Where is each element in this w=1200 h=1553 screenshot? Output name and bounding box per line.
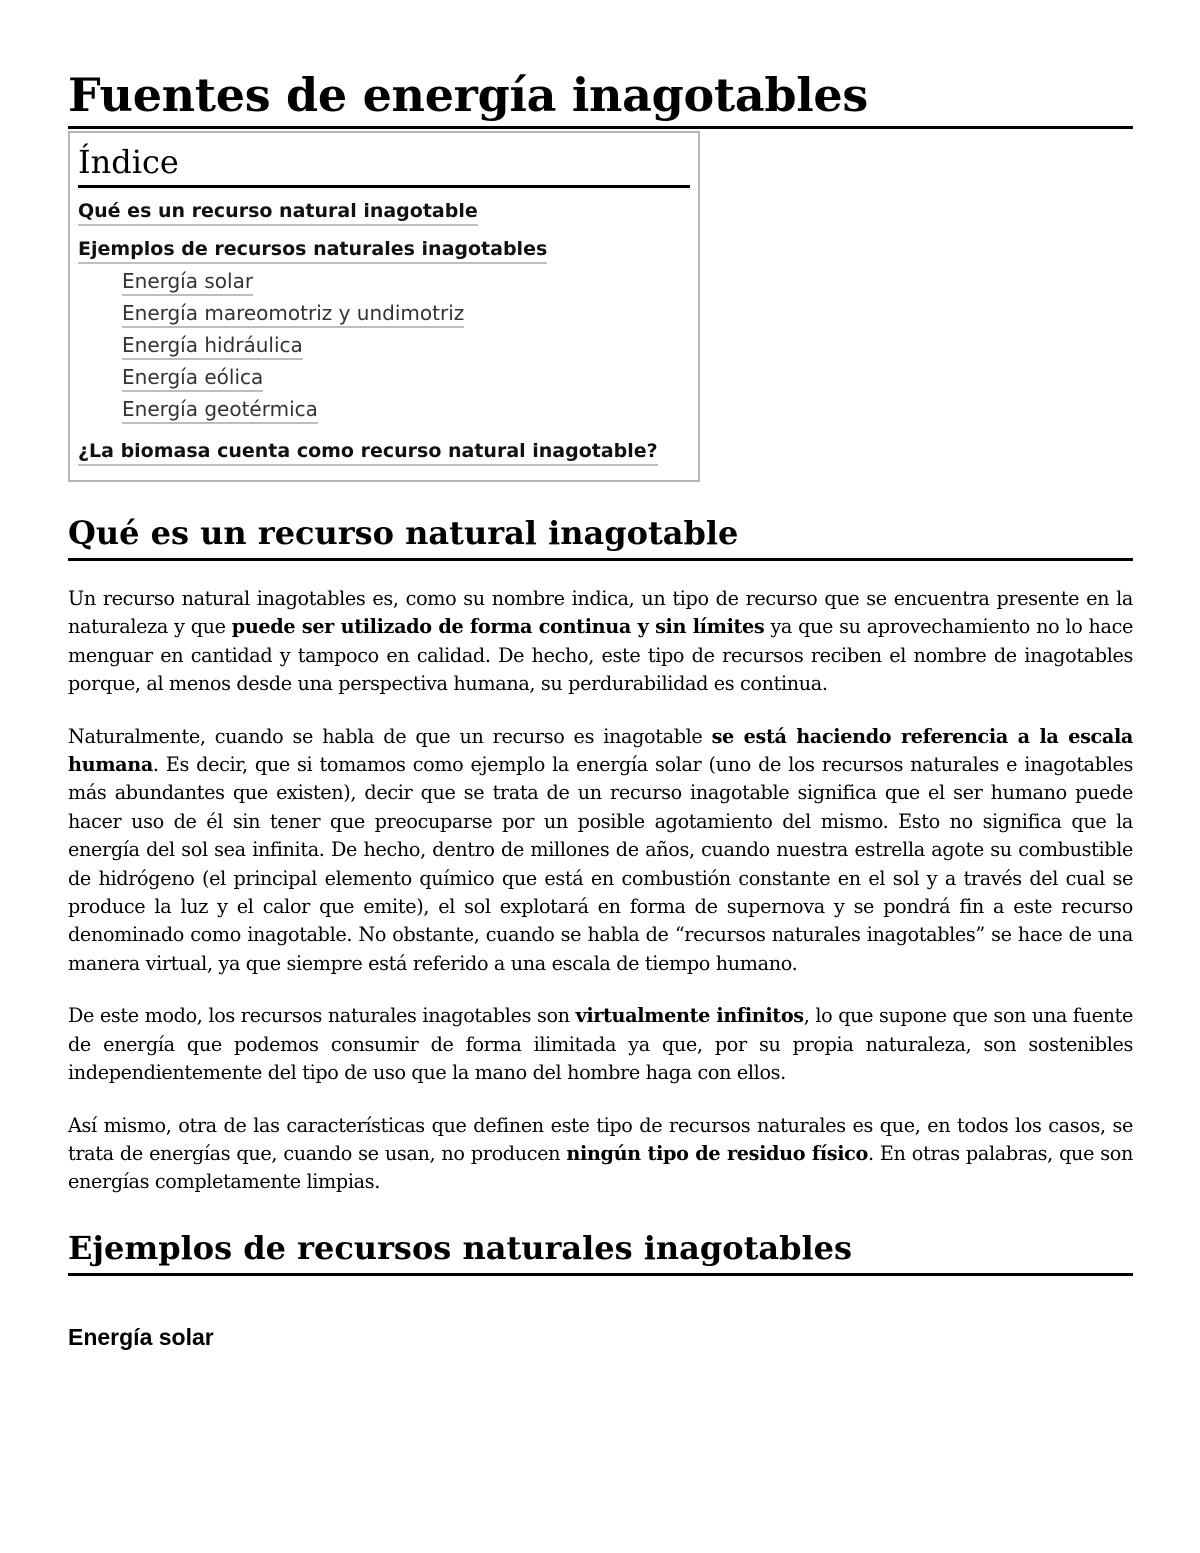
paragraph <box>68 1112 1133 1197</box>
toc-link-energia-geotermica[interactable]: Energía geotérmica <box>122 396 318 424</box>
page-title: Fuentes de energía inagotables <box>68 66 1133 129</box>
toc-list <box>78 198 690 466</box>
paragraph-text: . En otras palabras, que son energías completamente limpias. <box>68 1141 1133 1194</box>
paragraph-bold-text: ningún tipo de residuo físico <box>566 1141 868 1165</box>
toc-link-energia-hidraulica[interactable]: Energía hidráulica <box>122 332 303 360</box>
document-page <box>68 66 1133 1352</box>
toc-link-energia-mareomotriz[interactable]: Energía mareomotriz y undimotriz <box>122 300 464 328</box>
paragraph <box>68 723 1133 979</box>
toc-subitem <box>78 332 690 360</box>
paragraph-text: , lo que supone que son una fuente de energía que podemos consumir de forma ilimitada ya que, por su propia naturaleza, son sostenibles independientemente del tipo de uso que la mano del hombre haga con ellos. <box>68 1004 1133 1085</box>
toc-link-que-es[interactable]: Qué es un recurso natural inagotable <box>78 198 478 226</box>
paragraph-bold-text: puede ser utilizado de forma continua y sin límites <box>231 615 765 639</box>
section-heading-ejemplos: Ejemplos de recursos naturales inagotables <box>68 1227 1133 1276</box>
toc-link-energia-eolica[interactable]: Energía eólica <box>122 364 263 392</box>
toc-link-biomasa[interactable]: ¿La biomasa cuenta como recurso natural inagotable? <box>78 438 658 466</box>
paragraph-text: Así mismo, otra de las características que definen este tipo de recursos naturales es que, en todos los casos, se trata de energías que, cuando se usan, no producen <box>68 1113 1133 1165</box>
subsection-heading-energia-solar: Energía solar <box>68 1323 214 1350</box>
paragraph-text: Un recurso natural inagotables es, como su nombre indica, un tipo de recurso que se encuentra presente en la naturaleza y que <box>68 587 1133 639</box>
toc-subitem <box>78 268 690 296</box>
paragraph <box>68 585 1133 699</box>
paragraph-text: De este modo, los recursos naturales inagotables son <box>68 1004 576 1028</box>
paragraph-bold-text: virtualmente infinitos <box>575 1004 804 1028</box>
toc-subitem <box>78 300 690 328</box>
toc-subitem <box>78 396 690 424</box>
paragraph-text: . Es decir, que si tomamos como ejemplo la energía solar (uno de los recursos naturales e inagotables más abundantes que existen), decir que se trata de un recurso inagotable significa que el ser humano puede hacer uso de él sin tener que preocuparse por un posible agotamiento del mismo. Esto no significa que la energía del sol sea infinita. De hecho, dentro de millones de años, cuando nuestra estrella agote su combustible de hidrógeno (el principal elemento químico que está en combustión constante en el sol y a través del cual se produce la luz y el calor que emite), el sol explotará en forma de supernova y se pondrá fin a este recurso denominado como inagotable. No obstante, cuando se habla de “recursos naturales inagotables” se hace de una manera virtual, ya que siempre está referido a una escala de tiempo humano. <box>68 753 1133 975</box>
paragraph-text: ya que su aprovechamiento no lo hace menguar en cantidad y tampoco en calidad. De hecho, este tipo de recursos reciben el nombre de inagotables porque, al menos desde una perspectiva humana, su perdurabilidad es continua. <box>68 615 1133 696</box>
table-of-contents <box>68 131 700 482</box>
toc-item <box>78 236 690 264</box>
paragraph <box>68 1002 1133 1087</box>
toc-item <box>78 198 690 226</box>
toc-item <box>78 438 690 466</box>
section-heading-que-es: Qué es un recurso natural inagotable <box>68 512 1133 561</box>
toc-subitem <box>78 364 690 392</box>
toc-link-ejemplos[interactable]: Ejemplos de recursos naturales inagotables <box>78 236 547 264</box>
paragraph-bold-text: se está haciendo referencia a la escala humana <box>68 724 1133 777</box>
toc-heading: Índice <box>78 139 690 188</box>
toc-link-energia-solar[interactable]: Energía solar <box>122 268 253 296</box>
paragraph-text: Naturalmente, cuando se habla de que un recurso es inagotable <box>68 724 712 748</box>
